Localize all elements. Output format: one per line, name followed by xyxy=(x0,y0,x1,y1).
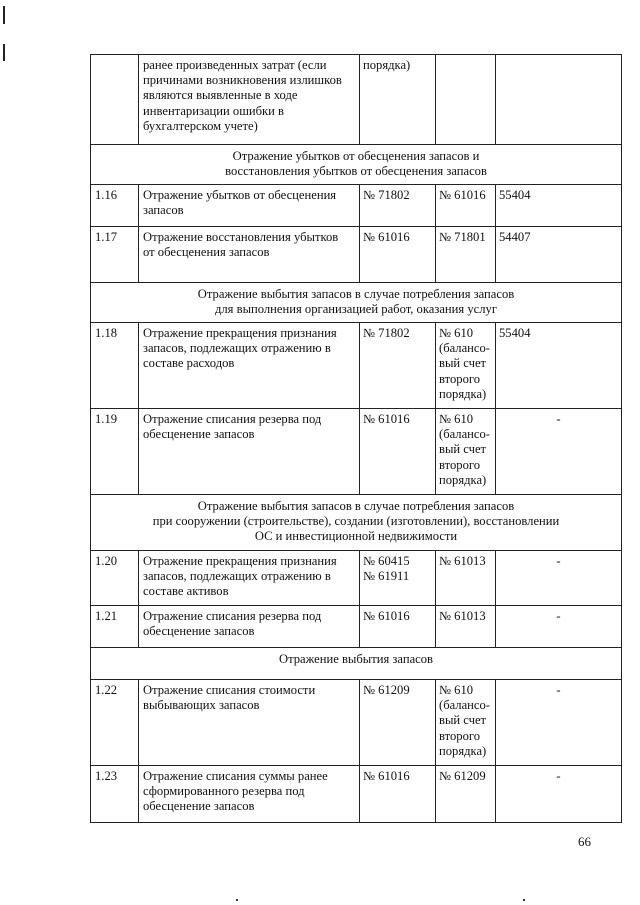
cell-code: - xyxy=(495,409,622,494)
cell-description: Отражение прекращения признания запасов, подлежащих отражению в составе активов xyxy=(138,551,359,605)
cell-number: 1.16 xyxy=(90,185,138,226)
section-header-construction: Отражение выбытия запасов в случае потребления запасов при сооружении (строительстве), создании (изготовлении), восстановлении ОС и инвестиционной недвижимости xyxy=(90,494,622,550)
cell-code xyxy=(495,55,622,144)
table-row-1-16 xyxy=(90,184,622,226)
table-row-continued xyxy=(90,54,622,144)
cell-debit: № 71802 xyxy=(359,323,435,408)
margin-mark-bottom xyxy=(3,44,5,61)
section-header-works-services: Отражение выбытия запасов в случае потребления запасов для выполнения организацией работ, оказания услуг xyxy=(90,282,622,322)
section-header-disposal: Отражение выбытия запасов xyxy=(90,647,622,679)
cell-debit: № 61209 xyxy=(359,680,435,765)
cell-code: - xyxy=(495,551,622,605)
cell-number: 1.22 xyxy=(90,680,138,765)
margin-mark-top xyxy=(3,6,5,24)
cell-credit: № 610 (балансо- вый счет второго порядка) xyxy=(435,323,495,408)
cell-description: Отражение прекращения признания запасов, подлежащих отражению в составе расходов xyxy=(138,323,359,408)
table-row-1-21 xyxy=(90,605,622,647)
cell-credit: № 610 (балансо- вый счет второго порядка) xyxy=(435,409,495,494)
cell-debit: № 60415 № 61911 xyxy=(359,551,435,605)
cell-number: 1.19 xyxy=(90,409,138,494)
cell-credit xyxy=(435,55,495,144)
scan-speck xyxy=(236,899,238,901)
table-row-1-18 xyxy=(90,322,622,408)
cell-code: 55404 xyxy=(495,323,622,408)
cell-description: Отражение списания резерва под обесценение запасов xyxy=(138,409,359,494)
section-header-impairment: Отражение убытков от обесценения запасов и восстановления убытков от обесценения запасов xyxy=(90,144,622,184)
cell-debit: № 61016 xyxy=(359,606,435,647)
cell-code: 54407 xyxy=(495,227,622,282)
cell-credit: № 61209 xyxy=(435,766,495,822)
cell-description: Отражение списания суммы ранее сформированного резерва под обесценение запасов xyxy=(138,766,359,822)
cell-code: - xyxy=(495,766,622,822)
cell-debit: № 61016 xyxy=(359,766,435,822)
cell-description: Отражение списания стоимости выбывающих запасов xyxy=(138,680,359,765)
table-row-1-23 xyxy=(90,765,622,822)
cell-number: 1.21 xyxy=(90,606,138,647)
cell-number: 1.17 xyxy=(90,227,138,282)
cell-number: 1.18 xyxy=(90,323,138,408)
cell-debit: № 61016 xyxy=(359,227,435,282)
cell-code: 55404 xyxy=(495,185,622,226)
cell-description: ранее произведенных затрат (если причинами возникновения излишков являются выявленные в ходе инвентаризации ошибки в бухгалтерском учете) xyxy=(138,55,359,144)
cell-number: 1.20 xyxy=(90,551,138,605)
cell-number: 1.23 xyxy=(90,766,138,822)
table-row-1-17 xyxy=(90,226,622,282)
cell-credit: № 61016 xyxy=(435,185,495,226)
scan-speck xyxy=(523,899,525,901)
cell-description: Отражение списания резерва под обесценение запасов xyxy=(138,606,359,647)
cell-number xyxy=(90,55,138,144)
cell-code: - xyxy=(495,680,622,765)
cell-description: Отражение восстановления убытков от обесценения запасов xyxy=(138,227,359,282)
cell-credit: № 610 (балансо- вый счет второго порядка) xyxy=(435,680,495,765)
cell-debit: порядка) xyxy=(359,55,435,144)
table-row-1-22 xyxy=(90,679,622,765)
table-row-1-20 xyxy=(90,550,622,605)
table-row-1-19 xyxy=(90,408,622,494)
cell-description: Отражение убытков от обесценения запасов xyxy=(138,185,359,226)
cell-credit: № 61013 xyxy=(435,551,495,605)
cell-credit: № 61013 xyxy=(435,606,495,647)
page-number: 66 xyxy=(578,834,591,849)
cell-credit: № 71801 xyxy=(435,227,495,282)
cell-debit: № 71802 xyxy=(359,185,435,226)
cell-code: - xyxy=(495,606,622,647)
cell-debit: № 61016 xyxy=(359,409,435,494)
table-bottom-border xyxy=(90,822,622,823)
